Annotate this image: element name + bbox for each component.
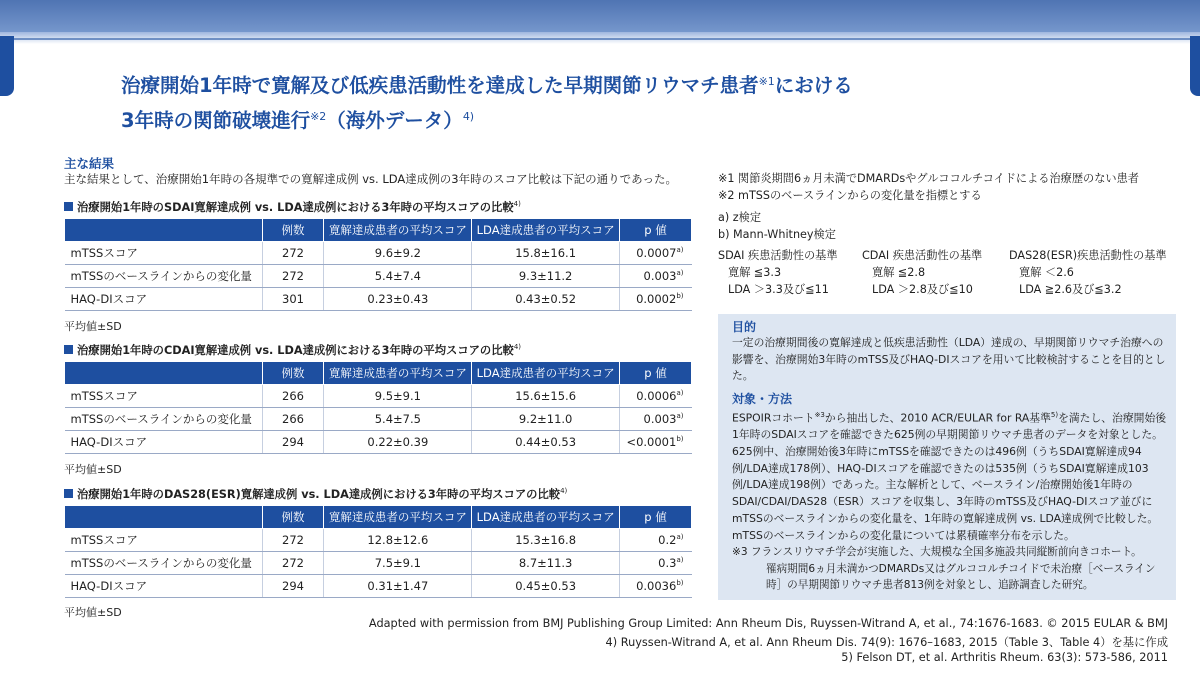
table-note: 平均値±SD: [64, 320, 122, 333]
header-lda: LDA達成患者の平均スコア: [472, 362, 620, 385]
title-line1: 治療開始1年時で寛解及び低疾患活動性を達成した早期関節リウマチ患者: [121, 74, 759, 97]
criteria-lda: LDA ≧2.6及び≦3.2: [1019, 283, 1122, 296]
table-caption-cdai: [64, 342, 521, 358]
cell-p: [620, 242, 692, 265]
table-row: [65, 265, 692, 288]
title-line1-tail: における: [774, 74, 853, 97]
cell-n: 266: [262, 408, 324, 431]
cell-lda: 0.45±0.53: [472, 575, 620, 598]
p-note: b): [676, 292, 684, 301]
main-results-heading: 主な結果: [64, 156, 115, 171]
row-label: mTSSスコア: [65, 242, 263, 265]
row-label: mTSSのベースラインからの変化量: [65, 408, 263, 431]
header-lda: LDA達成患者の平均スコア: [472, 219, 620, 242]
cell-n: 272: [262, 265, 324, 288]
test-b-note: b) Mann-Whitney検定: [718, 228, 836, 241]
cell-p: [620, 552, 692, 575]
criteria-lda: LDA ＞3.3及び≦11: [728, 283, 829, 296]
header-p: p 値: [620, 219, 692, 242]
table-sdai: [64, 218, 692, 311]
cell-remission: 0.31±1.47: [324, 575, 472, 598]
cell-lda: 9.2±11.0: [472, 408, 620, 431]
header-p: p 値: [620, 362, 692, 385]
table-note: 平均値±SD: [64, 606, 122, 619]
cell-lda: 15.3±16.8: [472, 529, 620, 552]
cell-remission: 0.23±0.43: [324, 288, 472, 311]
p-value: 0.0006: [636, 389, 677, 403]
criteria-remission: 寛解 ≦2.8: [872, 266, 926, 279]
cell-p: [620, 385, 692, 408]
header-remission: 寛解達成患者の平均スコア: [324, 362, 472, 385]
cell-remission: 9.6±9.2: [324, 242, 472, 265]
criteria-title: SDAI 疾患活動性の基準: [718, 249, 838, 262]
header-p: p 値: [620, 506, 692, 529]
p-value: 0.003: [643, 412, 677, 426]
table-cdai: [64, 361, 692, 454]
header-remission: 寛解達成患者の平均スコア: [324, 219, 472, 242]
footnote-3-line1: ※3 フランスリウマチ学会が実施した、大規模な全国多施設共同縦断前向きコホート。: [732, 546, 1142, 558]
caption-ref: 4): [560, 487, 568, 496]
right-accent: [1190, 36, 1200, 96]
cell-lda: 9.3±11.2: [472, 265, 620, 288]
header-n: 例数: [262, 362, 324, 385]
cell-p: [620, 288, 692, 311]
methods-sup1: ※3: [814, 411, 825, 419]
caption-text: 治療開始1年時のDAS28(ESR)寛解達成例 vs. LDA達成例における3年時の平均スコアの比較: [77, 488, 561, 501]
table-row: [65, 552, 692, 575]
table-caption-sdai: [64, 199, 521, 215]
table-header-row: [65, 506, 692, 529]
row-label: mTSSスコア: [65, 385, 263, 408]
header-n: 例数: [262, 219, 324, 242]
row-label: mTSSのベースラインからの変化量: [65, 265, 263, 288]
p-note: a): [676, 412, 684, 421]
cell-lda: 15.6±15.6: [472, 385, 620, 408]
cell-remission: 0.22±0.39: [324, 431, 472, 454]
title-sup1: ※1: [758, 75, 775, 88]
row-label: mTSSのベースラインからの変化量: [65, 552, 263, 575]
cell-lda: 0.44±0.53: [472, 431, 620, 454]
caption-text: 治療開始1年時のSDAI寛解達成例 vs. LDA達成例における3年時の平均スコアの比較: [77, 201, 514, 214]
methods-text-pre: ESPOIRコホート: [732, 411, 815, 425]
table-row: [65, 288, 692, 311]
header-blank: [65, 506, 263, 529]
criteria-das28: [1009, 247, 1167, 298]
p-value: 0.0007: [636, 246, 677, 260]
cell-remission: 7.5±9.1: [324, 552, 472, 575]
main-results-description: 主な結果として、治療開始1年時の各規準での寛解達成例 vs. LDA達成例の3年時のスコア比較は下記の通りであった。: [64, 172, 677, 186]
methods-text-mid: から抽出した、2010 ACR/EULAR for RA基準: [824, 411, 1051, 425]
page-title: [121, 66, 1121, 136]
row-label: mTSSスコア: [65, 529, 263, 552]
citation-permission: Adapted with permission from BMJ Publishing Group Limited: Ann Rheum Dis, Ruyssen-Witrand A, et al., 74:1676-1683. © 2015 EULAR & BMJ: [368, 617, 1168, 630]
cell-lda: 0.43±0.52: [472, 288, 620, 311]
p-note: b): [676, 435, 684, 444]
cell-n: 266: [262, 385, 324, 408]
cell-p: [620, 575, 692, 598]
cell-n: 294: [262, 575, 324, 598]
table-row: [65, 529, 692, 552]
p-note: b): [676, 579, 684, 588]
footnote-3-line2: 罹病期間6ヵ月未満かつDMARDs又はグルココルチコイドで未治療［ベースライン時］の早期関節リウマチ患者813例を対象とし、追跡調査した研究。: [766, 562, 1156, 592]
bullet-square: [64, 345, 73, 354]
table-note: 平均値±SD: [64, 463, 122, 476]
methods-heading: 対象・方法: [732, 392, 793, 406]
table-das28: [64, 505, 692, 598]
criteria-remission: 寛解 ＜2.6: [1019, 266, 1074, 279]
header-remission: 寛解達成患者の平均スコア: [324, 506, 472, 529]
methods-text-post: を満たし、治療開始後1年時のSDAIスコアを確認できた625例の早期関節リウマチ患者のデータを対象とした。625例中、治療開始後3年時にmTSSを確認できたのは496例（うちSDAI寛解達成94例/LDA達成178例）、HAQ-DIスコアを確認できたのは535例（うちSDAI寛解達成103例/LDA達成198例）であった。主な解析として、ベースライン/治療開始後1年時のSDAI/CDAI/DAS28（ESR）スコアを収集し、3年時のmTSS及びHAQ-DIスコア並びにmTSSのベースラインからの変化量を、1年時の寛解達成例 vs. LDA達成例で比較した。mTSSのベースラインからの変化量については累積確率分布を示した。: [732, 411, 1167, 542]
table-row: [65, 431, 692, 454]
criteria-title: CDAI 疾患活動性の基準: [862, 249, 983, 262]
cell-remission: 5.4±7.4: [324, 265, 472, 288]
bullet-square: [64, 202, 73, 211]
p-value: 0.2: [658, 533, 677, 547]
caption-ref: 4): [513, 343, 521, 352]
cell-lda: 15.8±16.1: [472, 242, 620, 265]
cell-p: [620, 529, 692, 552]
criteria-sdai: [718, 247, 838, 298]
cell-p: [620, 431, 692, 454]
cell-n: 301: [262, 288, 324, 311]
table-row: [65, 575, 692, 598]
criteria-lda: LDA ＞2.8及び≦10: [872, 283, 973, 296]
citation-4: 4) Ruyssen-Witrand A, et al. Ann Rheum Dis. 74(9): 1676–1683, 2015（Table 3、Table 4）を基に作成: [605, 636, 1168, 649]
table-row: [65, 385, 692, 408]
title-line2: 3年時の関節破壊進行: [121, 109, 311, 132]
cell-remission: 5.4±7.5: [324, 408, 472, 431]
caption-text: 治療開始1年時のCDAI寛解達成例 vs. LDA達成例における3年時の平均スコアの比較: [77, 344, 514, 357]
cell-remission: 9.5±9.1: [324, 385, 472, 408]
criteria-remission: 寛解 ≦3.3: [728, 266, 782, 279]
criteria-title: DAS28(ESR)疾患活動性の基準: [1009, 249, 1167, 262]
p-value: 0.003: [643, 269, 677, 283]
row-label: HAQ-DIスコア: [65, 431, 263, 454]
table-caption-das28: [64, 486, 567, 502]
table-row: [65, 408, 692, 431]
p-note: a): [676, 389, 684, 398]
header-blank: [65, 362, 263, 385]
p-value: 0.3: [658, 556, 677, 570]
header-rule: [14, 38, 1190, 40]
cell-n: 272: [262, 552, 324, 575]
p-note: a): [676, 533, 684, 542]
cell-remission: 12.8±12.6: [324, 529, 472, 552]
p-note: a): [676, 269, 684, 278]
row-label: HAQ-DIスコア: [65, 575, 263, 598]
study-info-panel: [718, 314, 1176, 600]
p-value: 0.0036: [636, 579, 677, 593]
table-row: [65, 242, 692, 265]
header-blank: [65, 219, 263, 242]
p-value: <0.0001: [626, 435, 677, 449]
criteria-cdai: [862, 247, 982, 298]
cell-p: [620, 408, 692, 431]
citation-5: 5) Felson DT, et al. Arthritis Rheum. 63(3): 573-586, 2011: [841, 651, 1168, 664]
methods-sup2: 5): [1050, 411, 1059, 419]
title-line2-tail: （海外データ）: [326, 109, 463, 132]
left-accent: [0, 36, 14, 96]
bullet-square: [64, 489, 73, 498]
row-label: HAQ-DIスコア: [65, 288, 263, 311]
purpose-text: 一定の治療期間後の寛解達成と低疾患活動性（LDA）達成の、早期関節リウマチ治療への影響を、治療開始3年時のmTSS及びHAQ-DIスコアを用いて比較検討することを目的とした。: [732, 336, 1166, 383]
footnote-3: [732, 544, 1168, 594]
cell-n: 272: [262, 242, 324, 265]
title-sup2: ※2: [310, 110, 327, 123]
title-ref: 4): [462, 110, 475, 123]
header-n: 例数: [262, 506, 324, 529]
purpose-heading: 目的: [732, 320, 757, 334]
cell-n: 272: [262, 529, 324, 552]
p-value: 0.0002: [636, 292, 677, 306]
p-note: a): [676, 246, 684, 255]
cell-n: 294: [262, 431, 324, 454]
footnote-1: ※1 関節炎期間6ヵ月未満でDMARDsやグルココルチコイドによる治療歴のない患者: [718, 172, 1139, 185]
methods-text: [732, 407, 1168, 544]
table-header-row: [65, 362, 692, 385]
test-a-note: a) z検定: [718, 211, 762, 224]
caption-ref: 4): [513, 200, 521, 209]
table-header-row: [65, 219, 692, 242]
cell-lda: 8.7±11.3: [472, 552, 620, 575]
cell-p: [620, 265, 692, 288]
header-lda: LDA達成患者の平均スコア: [472, 506, 620, 529]
footnote-2: ※2 mTSSのベースラインからの変化量を指標とする: [718, 189, 982, 202]
p-note: a): [676, 556, 684, 565]
